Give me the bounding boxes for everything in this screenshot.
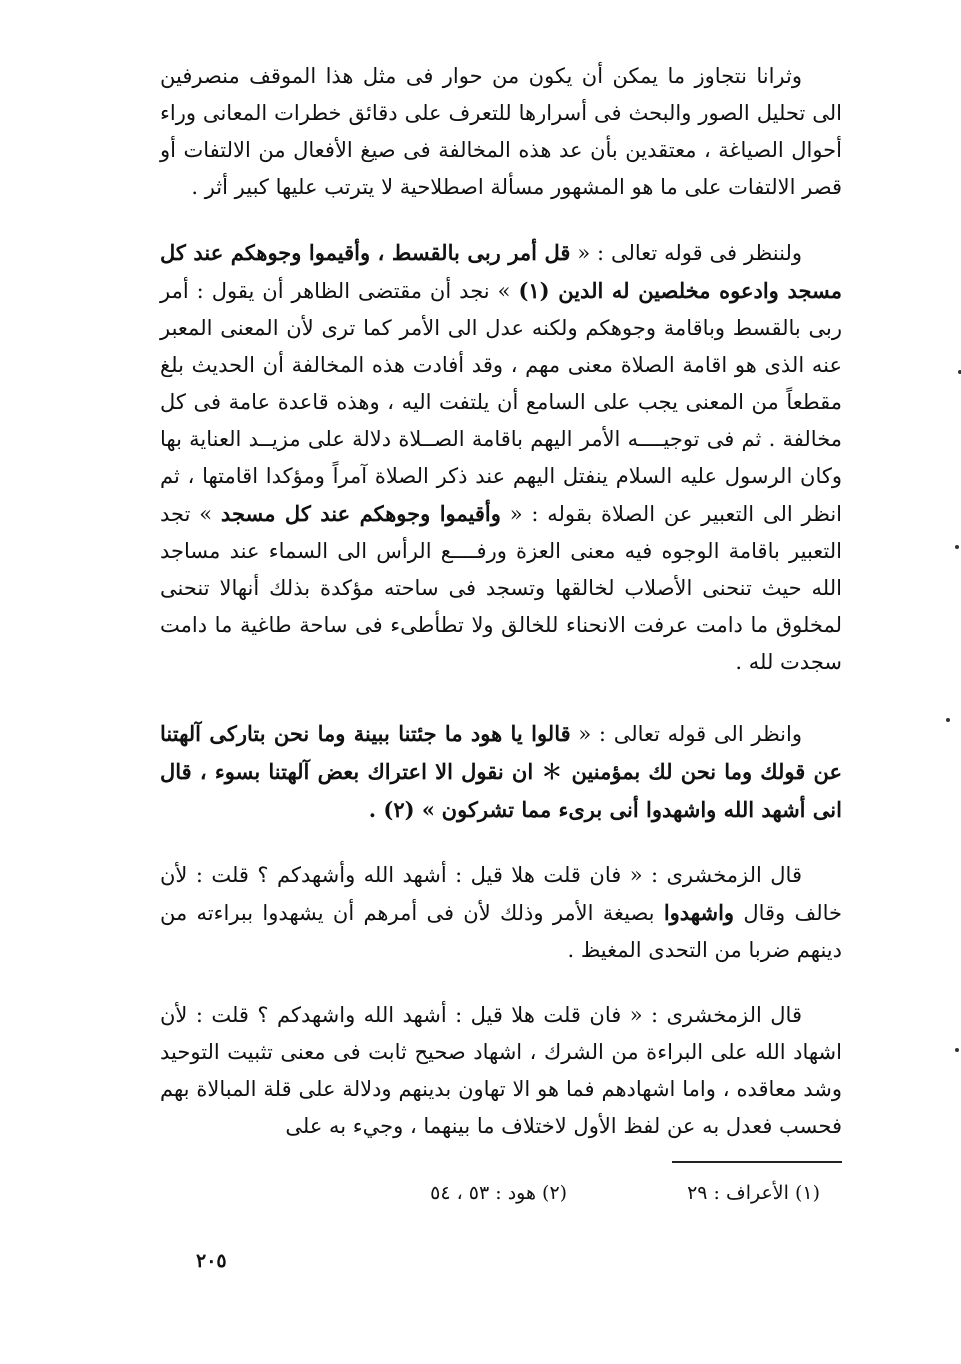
paragraph-4-lead: قال الزمخشرى : « فان قلت هلا قيل : أشهد الله وأشهدكم ؟ قلت : لأن خالف وقال — [160, 863, 842, 925]
footnote-2: (٢) هود : ٥٣ ، ٥٤ — [430, 1182, 568, 1204]
footnotes — [300, 1178, 820, 1208]
paragraph-5-text: قال الزمخشرى : « فان قلت هلا قيل : أشهد الله واشهدكم ؟ قلت : لأن اشهاد الله على البراءة من الشرك ، اشهاد صحيح ثابت فى معنى تثبيت التوحيد وشد معاقده ، واما اشهادهم فما هو الا تهاون بدينهم ودلالة على قلة المبالاة بهم فحسب فعدل به عن لفظ الأول لاختلاف ما بينهما ، وجيء به على — [160, 1003, 842, 1138]
footnote-1: (١) الأعراف : ٢٩ — [687, 1182, 820, 1204]
paragraph-5 — [160, 997, 842, 1145]
footnote-divider — [672, 1161, 842, 1163]
paragraph-4-bold-word: واشهدوا — [663, 900, 735, 925]
quran-quote-araf: قل أمر ربى بالقسط ، وأقيموا وجوهكم عند كل مسجد وادعوه مخلصين له الدين (١) — [160, 240, 843, 303]
paragraph-3-lead: وانظر الى قوله تعالى : « — [578, 722, 802, 746]
quran-quote-hud: قالوا يا هود ما جئتنا ببينة وما نحن بتاركى آلهتنا عن قولك وما نحن لك بمؤمنين ＊ ان نقول الا اعتراك بعض آلهتنا بسوء ، قال انى أشهد الله واشهدوا أنى برىء مما تشركون — [160, 721, 842, 822]
paragraph-4 — [160, 857, 842, 969]
page-number: ٢٠٥ — [196, 1250, 227, 1272]
paragraph-2-lead: ولننظر فى قوله تعالى : « — [577, 241, 802, 265]
paragraph-1 — [160, 58, 842, 206]
margin-speck — [955, 545, 959, 549]
paragraph-2-middle: » نجد أن مقتضى الظاهر أن يقول : أمر ربى بالقسط وباقامة وجوهكم ولكنه عدل الى الأمر كما ترى لأن المعنى المعبر عنه الذى هو اقامة الصلاة معنى مهم ، وقد أفادت هذه المخالفة أن الحديث بلغ مقطعاً من المعنى يجب على السامع أن يلتفت اليه ، وهذه قاعدة عامة فى كل مخالفة . ثم فى توجيــــه الأمر اليهم باقامة الصــلاة دلالة على مزيــد العناية بها وكان الرسول عليه السلام ينفتل اليهم عند ذكر الصلاة آمراً ومؤكدا اقامتها ، ثم انظر الى التعبير عن الصلاة بقوله : « — [160, 279, 843, 526]
paragraph-1-text: وثرانا نتجاوز ما يمكن أن يكون من حوار فى مثل هذا الموقف منصرفين الى تحليل الصور والبحث فى أسرارها للتعرف على دقائق خطرات المعانى وراء أحوال الصياغة ، معتقدين بأن عد هذه المخالفة فى صيغ الأفعال من الالتفات أو قصر الالتفات على ما هو المشهور مسألة اصطلاحية لا يترتب عليها كبير أثر . — [160, 64, 842, 199]
paragraph-4-tail: بصيغة الأمر وذلك لأن فى أمرهم أن يشهدوا ببراءته من دينهم ضربا من التحدى المغيظ . — [160, 901, 842, 962]
paragraph-3 — [160, 715, 842, 829]
paragraph-2-tail: » تجد التعبير باقامة الوجوه فيه معنى العزة ورفــــع الرأس الى السماء عند مساجد الله حيث تنحنى الأصلاب لخالقها وتسجد فى ساحته مؤكدة بذلك أنهالا تنحنى لمخلوق ما دامت عرفت الانحناء للخالق ولا تطأطىء فى ساحة طاغية ما دامت سجدت لله . — [160, 502, 842, 674]
margin-speck — [955, 1048, 959, 1052]
quran-quote-wujuh: وأقيموا وجوهكم عند كل مسجد — [220, 501, 501, 526]
paragraph-2 — [160, 234, 842, 681]
margin-speck — [946, 718, 950, 722]
paragraph-3-tail: » (٢) . — [368, 797, 435, 822]
